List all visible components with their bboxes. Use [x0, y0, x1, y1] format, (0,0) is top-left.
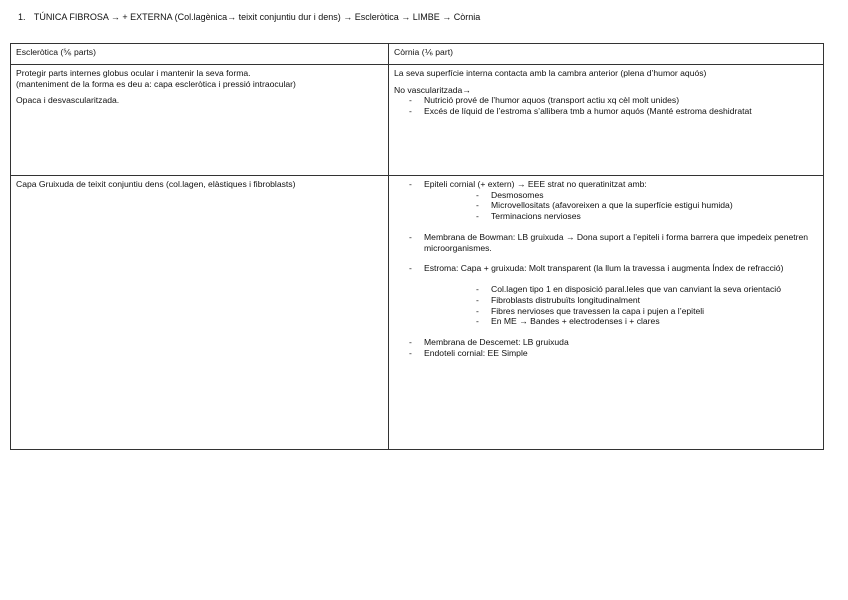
- cornea-avascular-text: No vascularitzada→: [394, 84, 471, 95]
- section-heading: [18, 12, 480, 23]
- table-row: [11, 176, 824, 450]
- sclerotic-function-line2: (manteniment de la forma es deu a: capa escleròtica i pressió intraocular): [16, 78, 296, 89]
- list-item: - Desmosomes: [424, 190, 818, 201]
- sclerotic-structure-text: Capa Gruixuda de teixit conjuntiu dens (col.lagen, elàstiques i fibroblasts): [16, 179, 296, 189]
- layer-estroma: [394, 263, 818, 327]
- table-row: [11, 65, 824, 176]
- sclerotic-structure-cell: [11, 176, 389, 450]
- list-item: - Fibroblasts distrubuïts longitudinalment: [424, 295, 818, 306]
- epiteli-title: Epiteli cornial (+ extern) → EEE strat no queratinitzat amb:: [424, 179, 647, 189]
- layer-descemet: - Membrana de Descemet: LB gruixuda: [394, 337, 818, 348]
- cornea-layers-list: [394, 179, 818, 359]
- list-item: - Nutrició prové de l’humor aquos (transport actiu xq cèl molt unides): [394, 95, 818, 106]
- layer-epiteli: [394, 179, 818, 222]
- list-item: - Fibres nervioses que travessen la capa i pujen a l’epiteli: [424, 306, 818, 317]
- list-item: - Col.lagen tipo 1 en disposició paral.leles que van canviant la seva orientació: [424, 284, 818, 295]
- estroma-sublist: [424, 284, 818, 327]
- epiteli-sublist: [424, 190, 818, 222]
- list-item: - Microvellositats (afavoreixen a que la superfície estigui humida): [424, 200, 818, 211]
- list-item: - Excés de líquid de l’estroma s’allibera tmb a humor aquós (Manté estroma deshidratat: [394, 106, 818, 117]
- list-item: - En ME → Bandes + electrodenses i + clares: [424, 316, 818, 327]
- header-cornea: Còrnia (⅙ part): [389, 44, 824, 65]
- cornea-layers-cell: [389, 176, 824, 450]
- header-sclerotic: Escleròtica (⅚ parts): [11, 44, 389, 65]
- estroma-title: Estroma: Capa + gruixuda: Molt transparent (la llum la travessa i augmenta Índex de refracció): [424, 263, 784, 274]
- cornea-avascular-list: [394, 95, 818, 116]
- table-header-row: [11, 44, 824, 65]
- sclerotic-function-cell: [11, 65, 389, 176]
- heading-number: 1.: [18, 12, 26, 22]
- comparison-table: [10, 43, 824, 450]
- cornea-function-cell: [389, 65, 824, 176]
- sclerotic-function-line1: Protegir parts internes globus ocular i mantenir la seva forma.: [16, 68, 251, 78]
- heading-text: TÚNICA FIBROSA → + EXTERNA (Col.lagènica→ teixit conjuntiu dur i dens) → Escleròtica → LIMBE → Còrnia: [33, 12, 481, 22]
- layer-bowman: - Membrana de Bowman: LB gruixuda → Dona suport a l’epiteli i forma barrera que impedeix penetren microorganismes.: [394, 232, 818, 253]
- sclerotic-opaque-text: Opaca i desvascularitzada.: [16, 95, 120, 106]
- list-item: - Terminacions nervioses: [424, 211, 818, 222]
- cornea-surface-text: La seva superfície interna contacta amb la cambra anterior (plena d’humor aquós): [394, 68, 707, 78]
- layer-endoteli: - Endoteli cornial: EE Simple: [394, 348, 818, 359]
